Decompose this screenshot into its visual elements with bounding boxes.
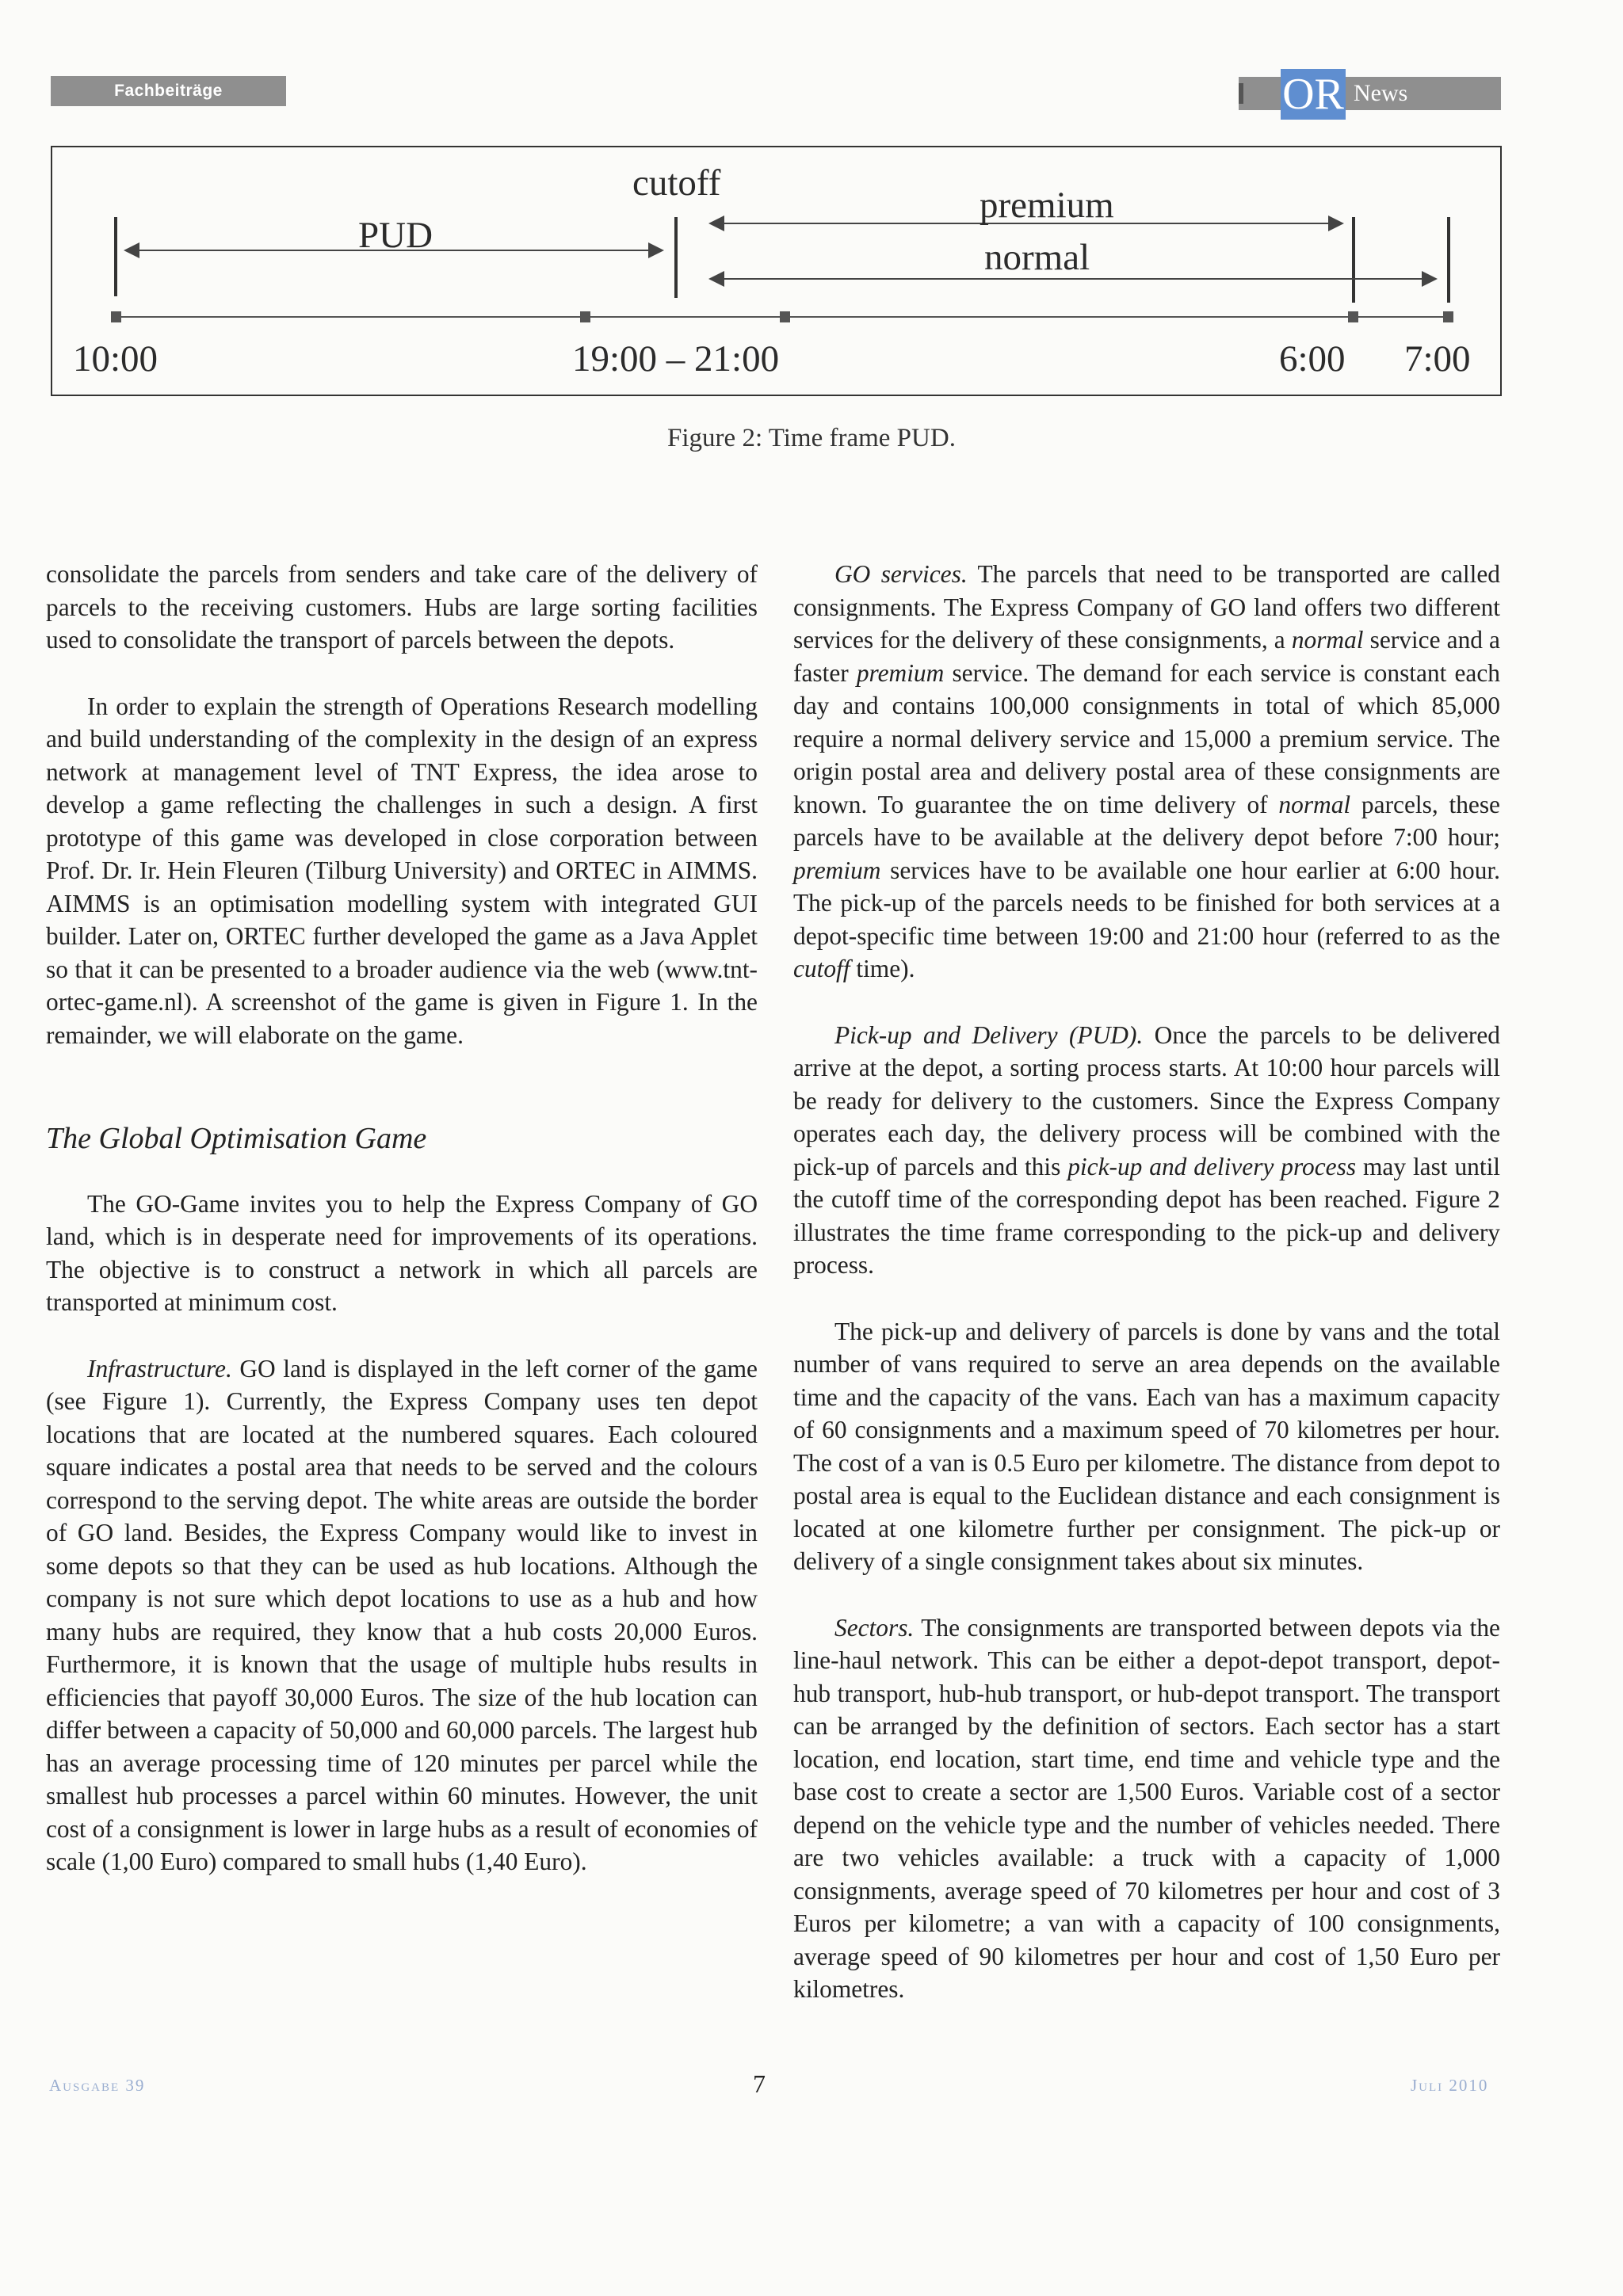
sectors-lead: Sectors.: [834, 1613, 915, 1642]
time-600: 6:00: [1279, 338, 1346, 379]
right-column: [793, 558, 1500, 2006]
left-column: [46, 558, 758, 1878]
right-paragraph-4: [793, 1611, 1500, 2006]
logo-or-box: [1281, 69, 1346, 120]
tick-2100: [780, 311, 790, 322]
or-news-logo: [1239, 70, 1501, 119]
left-paragraph-2: In order to explain the strength of Operations Research modelling and build understanding of the complexity in the design of an express network at management level of TNT Express, the idea arose to develop a game reflecting the challenges in such a design. A first prototype of this game was developed in close corporation between Prof. Dr. Ir. Hein Fleuren (Tilburg University) and ORTEC in AIMMS. AIMMS is an optimisation modelling system with integrated GUI builder. Later on, ORTEC further developed the game as a Java Applet so that it can be presented to a broader audience via the web (www.tnt-ortec-game.nl). A screenshot of the game is given in Figure 1. In the remainder, we will elaborate on the game.: [46, 692, 758, 1049]
go-services-lead: GO services.: [834, 560, 968, 588]
tick-600: [1348, 311, 1358, 322]
term-normal: normal: [1291, 626, 1364, 654]
label-pud: PUD: [358, 215, 433, 256]
term-normal-2: normal: [1278, 790, 1351, 818]
label-cutoff: cutoff: [632, 162, 721, 204]
section-heading: The Global Optimisation Game: [46, 1122, 427, 1155]
go-services-text-b: service and a faster: [793, 626, 1500, 687]
label-premium: premium: [980, 185, 1114, 226]
logo-strip: [1239, 83, 1243, 104]
logo-news-text: News: [1354, 80, 1408, 106]
right-paragraph-3: The pick-up and delivery of parcels is done by vans and the total number of vans required to serve an area depends on the available time and the capacity of the vans. Each van has a maximum capacity of 60 consignments and a maximum speed of 70 kilometres per hour. The cost of a van is 0.5 Euro per kilometre. The distance from depot to postal area is equal to the Euclidean distance and each consignment is located at one kilometre further per consignment. The pick-up or delivery of a single consignment takes about six minutes.: [793, 1317, 1500, 1575]
go-services-text-a: The parcels that need to be transported are called consignments. The Express Company of GO land offers two different services for the delivery of these consignments, a: [793, 560, 1500, 654]
infrastructure-text: GO land is displayed in the left corner of the game (see Figure 1). Currently, the Express Company uses ten depot locations that are located at the numbered squares. Each coloured square indicates a postal area that needs to be served and the colours correspond to the serving depot. The white areas are outside the border of GO land. Besides, the Express Company would like to invest in some depots so that they can be used as hub locations. Although the company is not sure which depot locations to use as a hub and how many hubs are required, they know that a hub costs 20,000 Euros. Furthermore, it is known that the usage of multiple hubs results in efficiencies that payoff 30,000 Euros. The size of the hub location can differ between a capacity of 50,000 and 60,000 parcels. The largest hub has an average processing time of 120 minutes per parcel while the smallest hub processes a parcel within 60 minutes. However, the unit cost of a consignment is lower in large hubs as a result of economies of scale (1,00 Euro) compared to small hubs (1,40 Euro).: [46, 1354, 758, 1875]
go-services-text-d: parcels, these parcels have to be available at the delivery depot before 7:00 hour;: [793, 790, 1500, 851]
right-paragraph-1: [793, 558, 1500, 986]
infrastructure-lead: Infrastructure.: [87, 1354, 232, 1383]
tick-1000: [111, 311, 121, 322]
label-normal: normal: [984, 237, 1090, 278]
right-paragraph-2: [793, 1019, 1500, 1282]
pud-lead: Pick-up and Delivery (PUD).: [834, 1020, 1144, 1049]
logo-or-text: OR: [1282, 70, 1344, 119]
pud-text-a: Once the parcels to be delivered arrive at the depot, a sorting process starts. At 10:00 hour parcels will be ready for delivery to the customers. Since the Express Company operates each day, the delivery process will be combined with the pick-up of parcels and this: [793, 1020, 1500, 1180]
tick-1900: [580, 311, 590, 322]
left-paragraph-1: consolidate the parcels from senders and take care of the delivery of parcels to the receiving customers. Hubs are large sorting facilities used to consolidate the transport of parcels between the depots.: [46, 560, 758, 654]
term-cutoff: cutoff: [793, 955, 850, 982]
sectors-text: The consignments are transported between depots via the line-haul network. This can be either a depot-depot transport, depot-hub transport, hub-hub transport, or hub-depot transport. The transport can be arranged by the definition of sectors. Each sector has a start location, end location, start time, end time and vehicle type and the base cost to create a sector are 1,500 Euros. Variable cost of a sector depend on the vehicle type and the number of vehicles needed. There are two vehicles available: a truck with a capacity of 1,000 consignments, average speed of 70 kilometres per hour and cost of 3 Euros per kilometre; a van with a capacity of 100 consignments, average speed of 90 kilometres per hour and cost of 1,50 Euro per kilometres.: [793, 1613, 1500, 2003]
time-1000: 10:00: [73, 338, 158, 379]
term-premium-2: premium: [793, 856, 881, 884]
left-paragraph-4: [46, 1352, 758, 1878]
time-1900-2100: 19:00 – 21:00: [572, 338, 780, 379]
go-services-text-f: time).: [850, 955, 915, 982]
section-label-bar: [51, 76, 286, 106]
figure-caption: Figure 2: Time frame PUD.: [667, 424, 956, 452]
page-number: 7: [753, 2069, 766, 2098]
term-premium: premium: [856, 658, 945, 687]
section-label: Fachbeiträge: [114, 82, 223, 100]
go-services-text-c: service. The demand for each service is constant each day and contains 100,000 consignments in total of which 85,000 require a normal delivery service and 15,000 a premium service. The origin postal area and delivery postal area of these consignments are known. To guarantee the on time delivery of: [793, 658, 1500, 818]
pud-text-b: may last until the cutoff time of the corresponding depot has been reached. Figure 2 illustrates the time frame corresponding to the pick-up and delivery process.: [793, 1152, 1501, 1279]
time-700: 7:00: [1404, 338, 1471, 379]
term-pud-process: pick-up and delivery process: [1067, 1152, 1357, 1180]
figure-time-frame: [51, 146, 1502, 396]
tick-700: [1443, 311, 1453, 322]
footer-date: Juli 2010: [1411, 2076, 1489, 2095]
footer-issue: Ausgabe 39: [49, 2076, 146, 2095]
go-services-text-e: services have to be available one hour earlier at 6:00 hour. The pick-up of the parcels needs to be finished for both services at a depot-specific time between 19:00 and 21:00 hour (referred to as the: [793, 856, 1500, 950]
left-paragraph-3: The GO-Game invites you to help the Express Company of GO land, which is in desperate need for improvements of its operations. The objective is to construct a network in which all parcels are transported at minimum cost.: [46, 1189, 758, 1316]
